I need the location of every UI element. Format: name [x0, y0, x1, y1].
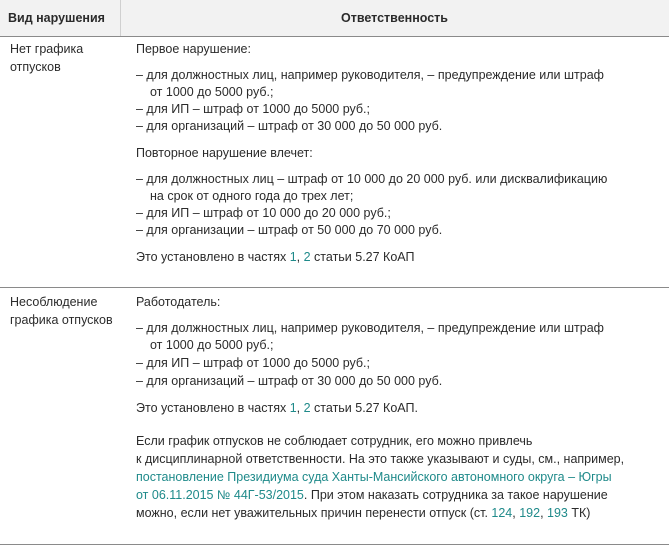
link-part-2[interactable]: 2	[303, 250, 311, 264]
paragraph-text: можно, если нет уважительных причин перенести отпуск (ст.	[136, 506, 492, 520]
list-item: – для ИП – штраф от 1000 до 5000 руб.;	[136, 356, 370, 370]
article-192-link[interactable]: 192	[519, 506, 541, 520]
paragraph-line	[136, 487, 608, 503]
separator: ,	[512, 506, 520, 520]
link-part-1[interactable]: 1	[289, 250, 297, 264]
first-violation-heading: Первое нарушение:	[136, 42, 251, 56]
article-124-link[interactable]: 124	[491, 506, 513, 520]
list-item: – для ИП – штраф от 1000 до 5000 руб.;	[136, 102, 370, 116]
legal-basis-text: Это установлено в частях	[136, 401, 290, 415]
list-item: – для ИП – штраф от 10 000 до 20 000 руб.;	[136, 206, 391, 220]
legal-basis-text: статьи 5.27 КоАП	[310, 250, 415, 264]
paragraph-text: . При этом наказать сотрудника за такое нарушение	[303, 488, 608, 502]
article-193-link[interactable]: 193	[547, 506, 568, 520]
row-label-line: Нет графика	[10, 42, 84, 56]
paragraph-line	[136, 469, 612, 485]
link-part-2[interactable]: 2	[303, 401, 311, 415]
legal-basis-text: Это установлено в частях	[136, 250, 290, 264]
list-item-continuation: от 1000 до 5000 руб.;	[150, 85, 274, 99]
employer-heading: Работодатель:	[136, 295, 221, 309]
separator: ,	[540, 506, 548, 520]
row-label	[10, 40, 120, 76]
paragraph-line	[136, 505, 590, 521]
separator: ,	[296, 250, 304, 264]
list-item-continuation: от 1000 до 5000 руб.;	[150, 338, 274, 352]
list-item: – для должностных лиц – штраф от 10 000 до 20 000 руб. или дисквалификацию	[136, 172, 608, 186]
header-violation-type: Вид нарушения	[8, 11, 105, 25]
list-item: – для должностных лиц, например руководителя, – предупреждение или штраф	[136, 68, 604, 82]
table-bottom-border	[0, 544, 669, 545]
row-label-line: графика отпусков	[10, 313, 113, 327]
court-ruling-link[interactable]: постановление Президиума суда Ханты-Мансийского автономного округа – Югры	[136, 470, 612, 484]
list-item: – для должностных лиц, например руководителя, – предупреждение или штраф	[136, 321, 604, 335]
list-item: – для организации – штраф от 50 000 до 70 000 руб.	[136, 223, 443, 237]
table-row-no-schedule	[0, 36, 669, 288]
paragraph-line: к дисциплинарной ответственности. На это также указывают и суды, см., например,	[136, 452, 625, 466]
row-label-line: отпусков	[10, 60, 61, 74]
table-header	[0, 0, 669, 37]
row-label-line: Несоблюдение	[10, 295, 98, 309]
court-ruling-link-date[interactable]: от 06.11.2015 № 44Г-53/2015	[136, 488, 304, 502]
link-part-1[interactable]: 1	[289, 401, 297, 415]
repeat-violation-heading: Повторное нарушение влечет:	[136, 146, 313, 160]
legal-basis-text: статьи 5.27 КоАП.	[310, 401, 418, 415]
list-item: – для организаций – штраф от 30 000 до 50 000 руб.	[136, 119, 443, 133]
legal-basis	[136, 249, 414, 265]
list-item-continuation: на срок от одного года до трех лет;	[150, 189, 354, 203]
paragraph-text: ТК)	[567, 506, 591, 520]
separator: ,	[296, 401, 304, 415]
table-row-noncompliance	[0, 288, 669, 544]
legal-basis	[136, 400, 418, 416]
paragraph-line: Если график отпусков не соблюдает сотрудник, его можно привлечь	[136, 434, 533, 448]
list-item: – для организаций – штраф от 30 000 до 50 000 руб.	[136, 374, 443, 388]
row-label	[10, 293, 120, 329]
header-responsibility: Ответственность	[341, 11, 448, 25]
